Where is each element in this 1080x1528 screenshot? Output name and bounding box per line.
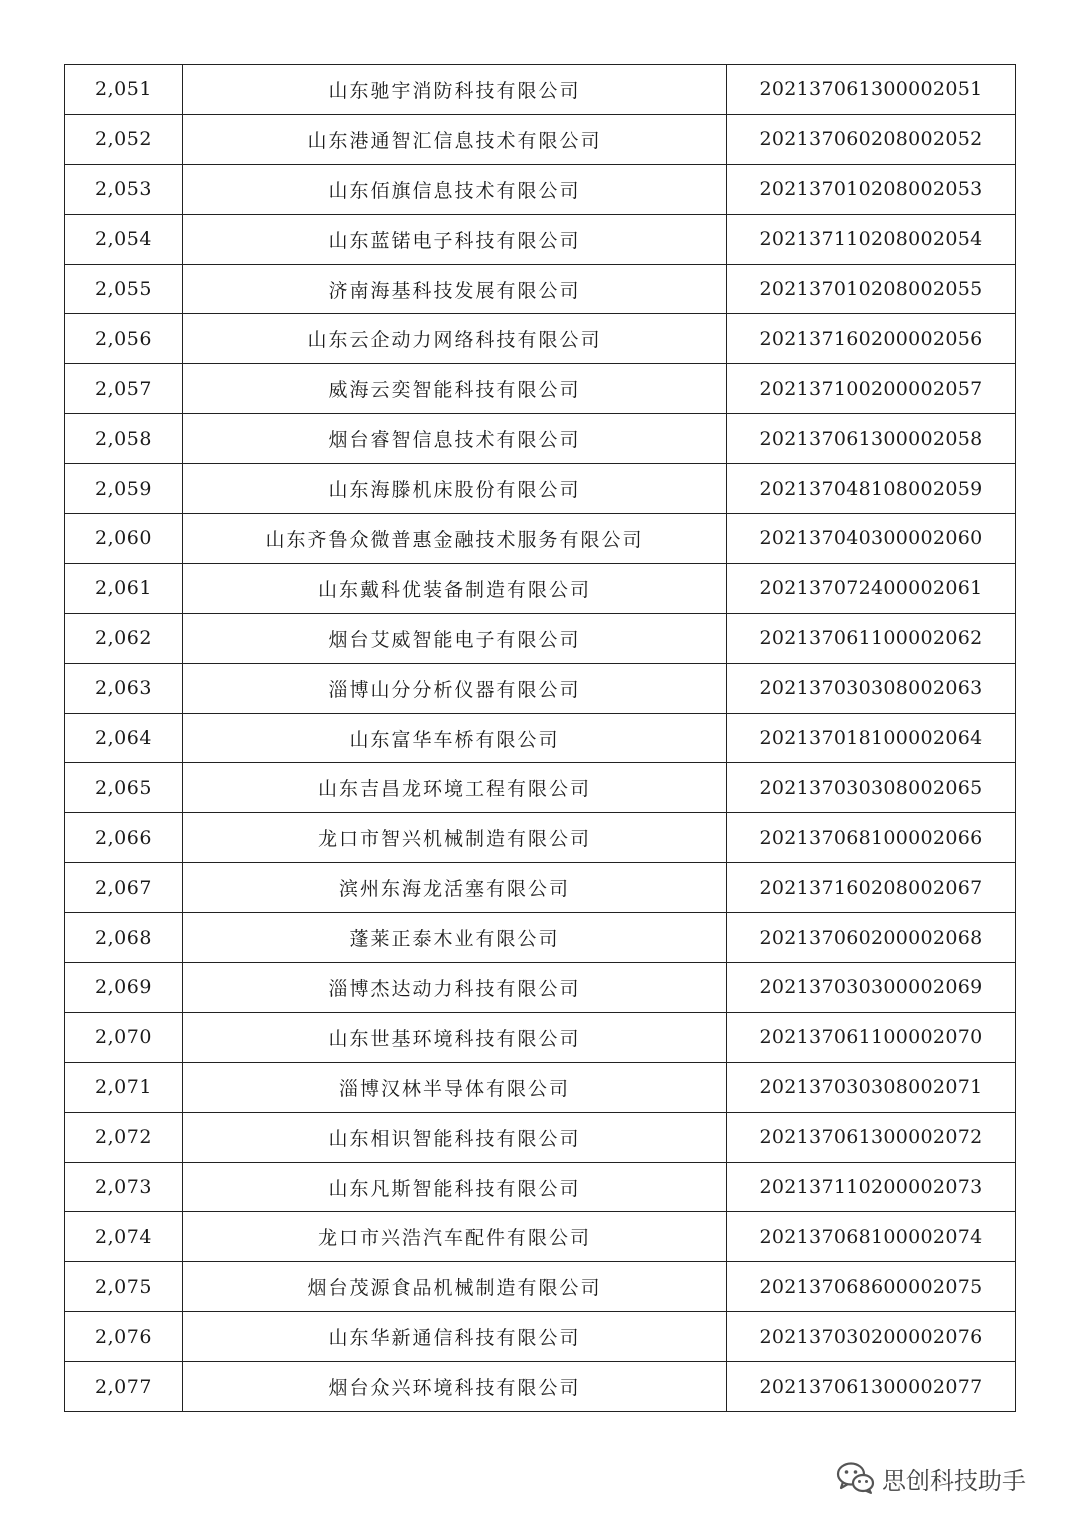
serial-number-cell: 2,054 (65, 214, 183, 264)
registry-sheet (64, 64, 1015, 1412)
registration-code-cell: 202137060208002052 (727, 114, 1016, 164)
table-row (65, 1062, 1016, 1112)
company-name-cell: 蓬莱正泰木业有限公司 (183, 913, 727, 963)
company-name-cell: 山东华新通信科技有限公司 (183, 1312, 727, 1362)
serial-number-cell: 2,076 (65, 1312, 183, 1362)
company-name-cell: 山东云企动力网络科技有限公司 (183, 314, 727, 364)
company-name-cell: 龙口市兴浩汽车配件有限公司 (183, 1212, 727, 1262)
table-row (65, 364, 1016, 414)
serial-number-cell: 2,074 (65, 1212, 183, 1262)
registration-code-cell: 202137030300002069 (727, 963, 1016, 1013)
table-row (65, 214, 1016, 264)
table-row (65, 1162, 1016, 1212)
serial-number-cell: 2,052 (65, 114, 183, 164)
registration-code-cell: 202137018100002064 (727, 713, 1016, 763)
company-name-cell: 烟台茂源食品机械制造有限公司 (183, 1262, 727, 1312)
registration-code-cell: 202137060200002068 (727, 913, 1016, 963)
serial-number-cell: 2,055 (65, 264, 183, 314)
table-row (65, 514, 1016, 564)
table-row (65, 1212, 1016, 1262)
serial-number-cell: 2,061 (65, 563, 183, 613)
table-row (65, 264, 1016, 314)
serial-number-cell: 2,068 (65, 913, 183, 963)
company-registry-table (64, 64, 1016, 1412)
table-row (65, 464, 1016, 514)
table-row (65, 563, 1016, 613)
table-row (65, 1362, 1016, 1412)
registration-code-cell: 202137061300002072 (727, 1112, 1016, 1162)
company-name-cell: 济南海基科技发展有限公司 (183, 264, 727, 314)
registration-code-cell: 202137061300002058 (727, 414, 1016, 464)
wechat-icon (836, 1461, 876, 1495)
serial-number-cell: 2,053 (65, 164, 183, 214)
registration-code-cell: 202137072400002061 (727, 563, 1016, 613)
company-name-cell: 山东戴科优装备制造有限公司 (183, 563, 727, 613)
serial-number-cell: 2,057 (65, 364, 183, 414)
company-name-cell: 山东齐鲁众微普惠金融技术服务有限公司 (183, 514, 727, 564)
company-name-cell: 山东凡斯智能科技有限公司 (183, 1162, 727, 1212)
registration-code-cell: 202137010208002055 (727, 264, 1016, 314)
registration-code-cell: 202137061100002070 (727, 1012, 1016, 1062)
company-name-cell: 山东佰旗信息技术有限公司 (183, 164, 727, 214)
serial-number-cell: 2,070 (65, 1012, 183, 1062)
serial-number-cell: 2,071 (65, 1062, 183, 1112)
registration-code-cell: 202137061100002062 (727, 613, 1016, 663)
company-name-cell: 山东驰宇消防科技有限公司 (183, 65, 727, 115)
company-name-cell: 山东世基环境科技有限公司 (183, 1012, 727, 1062)
company-name-cell: 山东吉昌龙环境工程有限公司 (183, 763, 727, 813)
table-row (65, 1012, 1016, 1062)
serial-number-cell: 2,060 (65, 514, 183, 564)
registration-code-cell: 202137061300002077 (727, 1362, 1016, 1412)
company-name-cell: 淄博汉林半导体有限公司 (183, 1062, 727, 1112)
serial-number-cell: 2,056 (65, 314, 183, 364)
serial-number-cell: 2,051 (65, 65, 183, 115)
serial-number-cell: 2,075 (65, 1262, 183, 1312)
company-name-cell: 山东蓝锘电子科技有限公司 (183, 214, 727, 264)
company-name-cell: 淄博山分分析仪器有限公司 (183, 663, 727, 713)
table-row (65, 1112, 1016, 1162)
company-name-cell: 山东富华车桥有限公司 (183, 713, 727, 763)
table-row (65, 813, 1016, 863)
company-name-cell: 淄博杰达动力科技有限公司 (183, 963, 727, 1013)
table-row (65, 913, 1016, 963)
serial-number-cell: 2,073 (65, 1162, 183, 1212)
serial-number-cell: 2,066 (65, 813, 183, 863)
registration-code-cell: 202137030200002076 (727, 1312, 1016, 1362)
serial-number-cell: 2,059 (65, 464, 183, 514)
registration-code-cell: 202137160200002056 (727, 314, 1016, 364)
serial-number-cell: 2,067 (65, 863, 183, 913)
wechat-watermark (836, 1458, 1026, 1498)
table-row (65, 663, 1016, 713)
company-name-cell: 山东相识智能科技有限公司 (183, 1112, 727, 1162)
company-name-cell: 烟台睿智信息技术有限公司 (183, 414, 727, 464)
table-row (65, 314, 1016, 364)
registration-code-cell: 202137068600002075 (727, 1262, 1016, 1312)
registration-code-cell: 202137048108002059 (727, 464, 1016, 514)
serial-number-cell: 2,072 (65, 1112, 183, 1162)
serial-number-cell: 2,069 (65, 963, 183, 1013)
registration-code-cell: 202137010208002053 (727, 164, 1016, 214)
company-name-cell: 烟台艾威智能电子有限公司 (183, 613, 727, 663)
registration-code-cell: 202137030308002063 (727, 663, 1016, 713)
table-row (65, 65, 1016, 115)
registration-code-cell: 202137040300002060 (727, 514, 1016, 564)
serial-number-cell: 2,065 (65, 763, 183, 813)
company-name-cell: 烟台众兴环境科技有限公司 (183, 1362, 727, 1412)
registration-code-cell: 202137068100002066 (727, 813, 1016, 863)
registration-code-cell: 202137068100002074 (727, 1212, 1016, 1262)
serial-number-cell: 2,077 (65, 1362, 183, 1412)
registration-code-cell: 202137160208002067 (727, 863, 1016, 913)
serial-number-cell: 2,058 (65, 414, 183, 464)
company-name-cell: 滨州东海龙活塞有限公司 (183, 863, 727, 913)
table-row (65, 713, 1016, 763)
table-row (65, 114, 1016, 164)
serial-number-cell: 2,064 (65, 713, 183, 763)
registration-code-cell: 202137110200002073 (727, 1162, 1016, 1212)
table-row (65, 613, 1016, 663)
registration-code-cell: 202137030308002071 (727, 1062, 1016, 1112)
table-row (65, 164, 1016, 214)
serial-number-cell: 2,063 (65, 663, 183, 713)
table-row (65, 863, 1016, 913)
company-name-cell: 龙口市智兴机械制造有限公司 (183, 813, 727, 863)
serial-number-cell: 2,062 (65, 613, 183, 663)
registry-table-body (65, 65, 1016, 1412)
registration-code-cell: 202137110208002054 (727, 214, 1016, 264)
company-name-cell: 威海云奕智能科技有限公司 (183, 364, 727, 414)
table-row (65, 1262, 1016, 1312)
registration-code-cell: 202137100200002057 (727, 364, 1016, 414)
table-row (65, 963, 1016, 1013)
registration-code-cell: 202137061300002051 (727, 65, 1016, 115)
watermark-text: 思创科技助手 (882, 1466, 1026, 1495)
table-row (65, 763, 1016, 813)
company-name-cell: 山东港通智汇信息技术有限公司 (183, 114, 727, 164)
company-name-cell: 山东海滕机床股份有限公司 (183, 464, 727, 514)
registration-code-cell: 202137030308002065 (727, 763, 1016, 813)
table-row (65, 414, 1016, 464)
table-row (65, 1312, 1016, 1362)
